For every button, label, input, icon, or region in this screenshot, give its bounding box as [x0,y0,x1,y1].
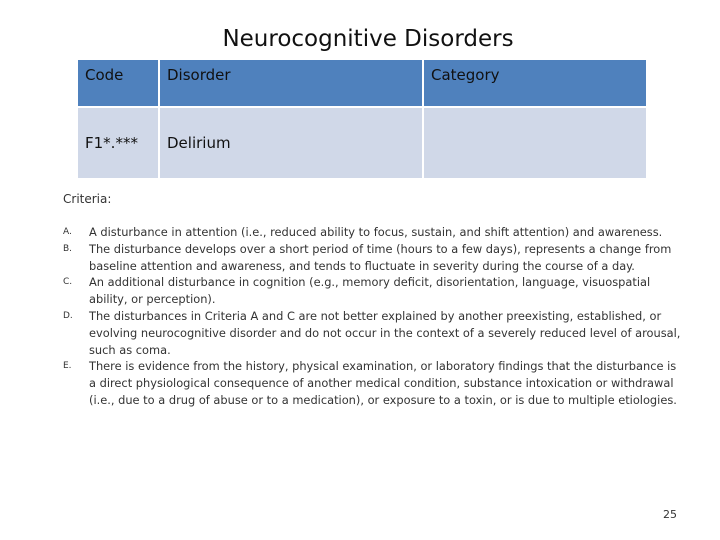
criteria-text: The disturbances in Criteria A and C are not better explained by another preexisting, established, or evolving neurocognitive disorder and do not occur in the context of a severely reduced level of arousal, such as coma. [89,308,681,357]
criteria-marker: A. [63,227,72,237]
criteria-item [63,358,683,408]
criteria-text: An additional disturbance in cognition (e.g., memory deficit, disorientation, language, visuospatial ability, or perception). [89,275,651,307]
table-header-disorder: Disorder [160,60,422,106]
criteria-label: Criteria: [63,192,112,206]
table-cell-code: F1*.*** [78,108,158,178]
slide-title: Neurocognitive Disorders [222,26,514,52]
criteria-marker: E. [63,361,72,372]
criteria-item [63,224,683,241]
criteria-item [63,308,683,358]
criteria-item [63,241,683,275]
criteria-text: The disturbance develops over a short period of time (hours to a few days), represents a change from baseline attention and awareness, and tends to fluctuate in severity during the course of a day. [89,241,672,273]
criteria-marker: B. [63,243,73,254]
table-header-code: Code [78,60,158,106]
criteria-text: A disturbance in attention (i.e., reduced ability to focus, sustain, and shift attention) and awareness. [89,225,663,239]
table-header-category: Category [424,60,646,106]
criteria-marker: C. [63,277,73,288]
disorder-table [78,60,644,180]
criteria-item [63,274,683,308]
criteria-marker: D. [63,310,73,321]
criteria-text: There is evidence from the history, physical examination, or laboratory findings that the disturbance is a direct physiological consequence of another medical condition, substance intoxication or withdrawal (i.e., due to a drug of abuse or to a medication), or exposure to a toxin, or is due to multiple etiologies. [89,359,677,407]
table-cell-category [424,108,646,178]
criteria-list [63,224,683,409]
table-cell-disorder: Delirium [160,108,422,178]
page-number: 25 [663,508,677,521]
